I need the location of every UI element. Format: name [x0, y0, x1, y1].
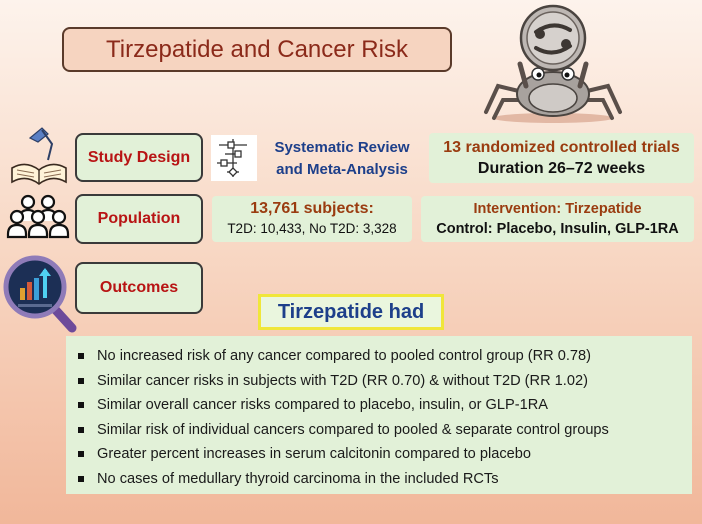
method-line2: and Meta-Analysis	[276, 161, 408, 178]
bullet-icon	[78, 378, 84, 384]
finding-item	[78, 393, 684, 418]
bullet-icon	[78, 353, 84, 359]
finding-item	[78, 467, 684, 492]
study-method	[264, 137, 420, 181]
study-design-label: Study Design	[75, 133, 203, 182]
findings-heading: Tirzepatide had	[258, 294, 444, 330]
subjects-breakdown: T2D: 10,433, No T2D: 3,328	[227, 221, 397, 236]
outcomes-label: Outcomes	[75, 262, 203, 314]
findings-box	[66, 336, 692, 494]
subjects-box	[212, 196, 412, 242]
finding-text: No increased risk of any cancer compared to pooled control group (RR 0.78)	[97, 348, 592, 365]
finding-item	[78, 418, 684, 443]
bullet-icon	[78, 451, 84, 457]
bullet-icon	[78, 402, 84, 408]
intervention-box	[421, 196, 694, 242]
page-title: Tirzepatide and Cancer Risk	[62, 27, 452, 72]
finding-item	[78, 442, 684, 467]
book-lamp-icon	[8, 124, 70, 188]
bullet-icon	[78, 427, 84, 433]
finding-item	[78, 344, 684, 369]
bullet-icon	[78, 476, 84, 482]
crab-illustration	[478, 2, 628, 124]
finding-text: Similar overall cancer risks compared to placebo, insulin, or GLP-1RA	[97, 397, 548, 414]
subjects-total: 13,761 subjects:	[250, 200, 374, 217]
control-text: Control: Placebo, Insulin, GLP-1RA	[436, 221, 679, 237]
people-group-icon	[6, 193, 70, 241]
trial-duration: Duration 26–72 weeks	[477, 160, 646, 177]
method-line1: Systematic Review	[274, 139, 410, 156]
finding-text: No cases of medullary thyroid carcinoma in the included RCTs	[97, 470, 499, 487]
finding-text: Greater percent increases in serum calcitonin compared to placebo	[97, 446, 531, 463]
trials-box	[429, 133, 694, 183]
finding-text: Similar cancer risks in subjects with T2D (RR 0.70) & without T2D (RR 1.02)	[97, 372, 588, 389]
trials-count: 13 randomized controlled trials	[443, 139, 680, 156]
magnifier-chart-icon	[2, 254, 80, 334]
finding-item	[78, 369, 684, 394]
population-label: Population	[75, 194, 203, 244]
finding-text: Similar risk of individual cancers compared to pooled & separate control groups	[97, 421, 609, 438]
findings-list	[78, 344, 684, 491]
intervention-text: Intervention: Tirzepatide	[473, 201, 642, 217]
forest-plot-icon	[211, 135, 257, 181]
